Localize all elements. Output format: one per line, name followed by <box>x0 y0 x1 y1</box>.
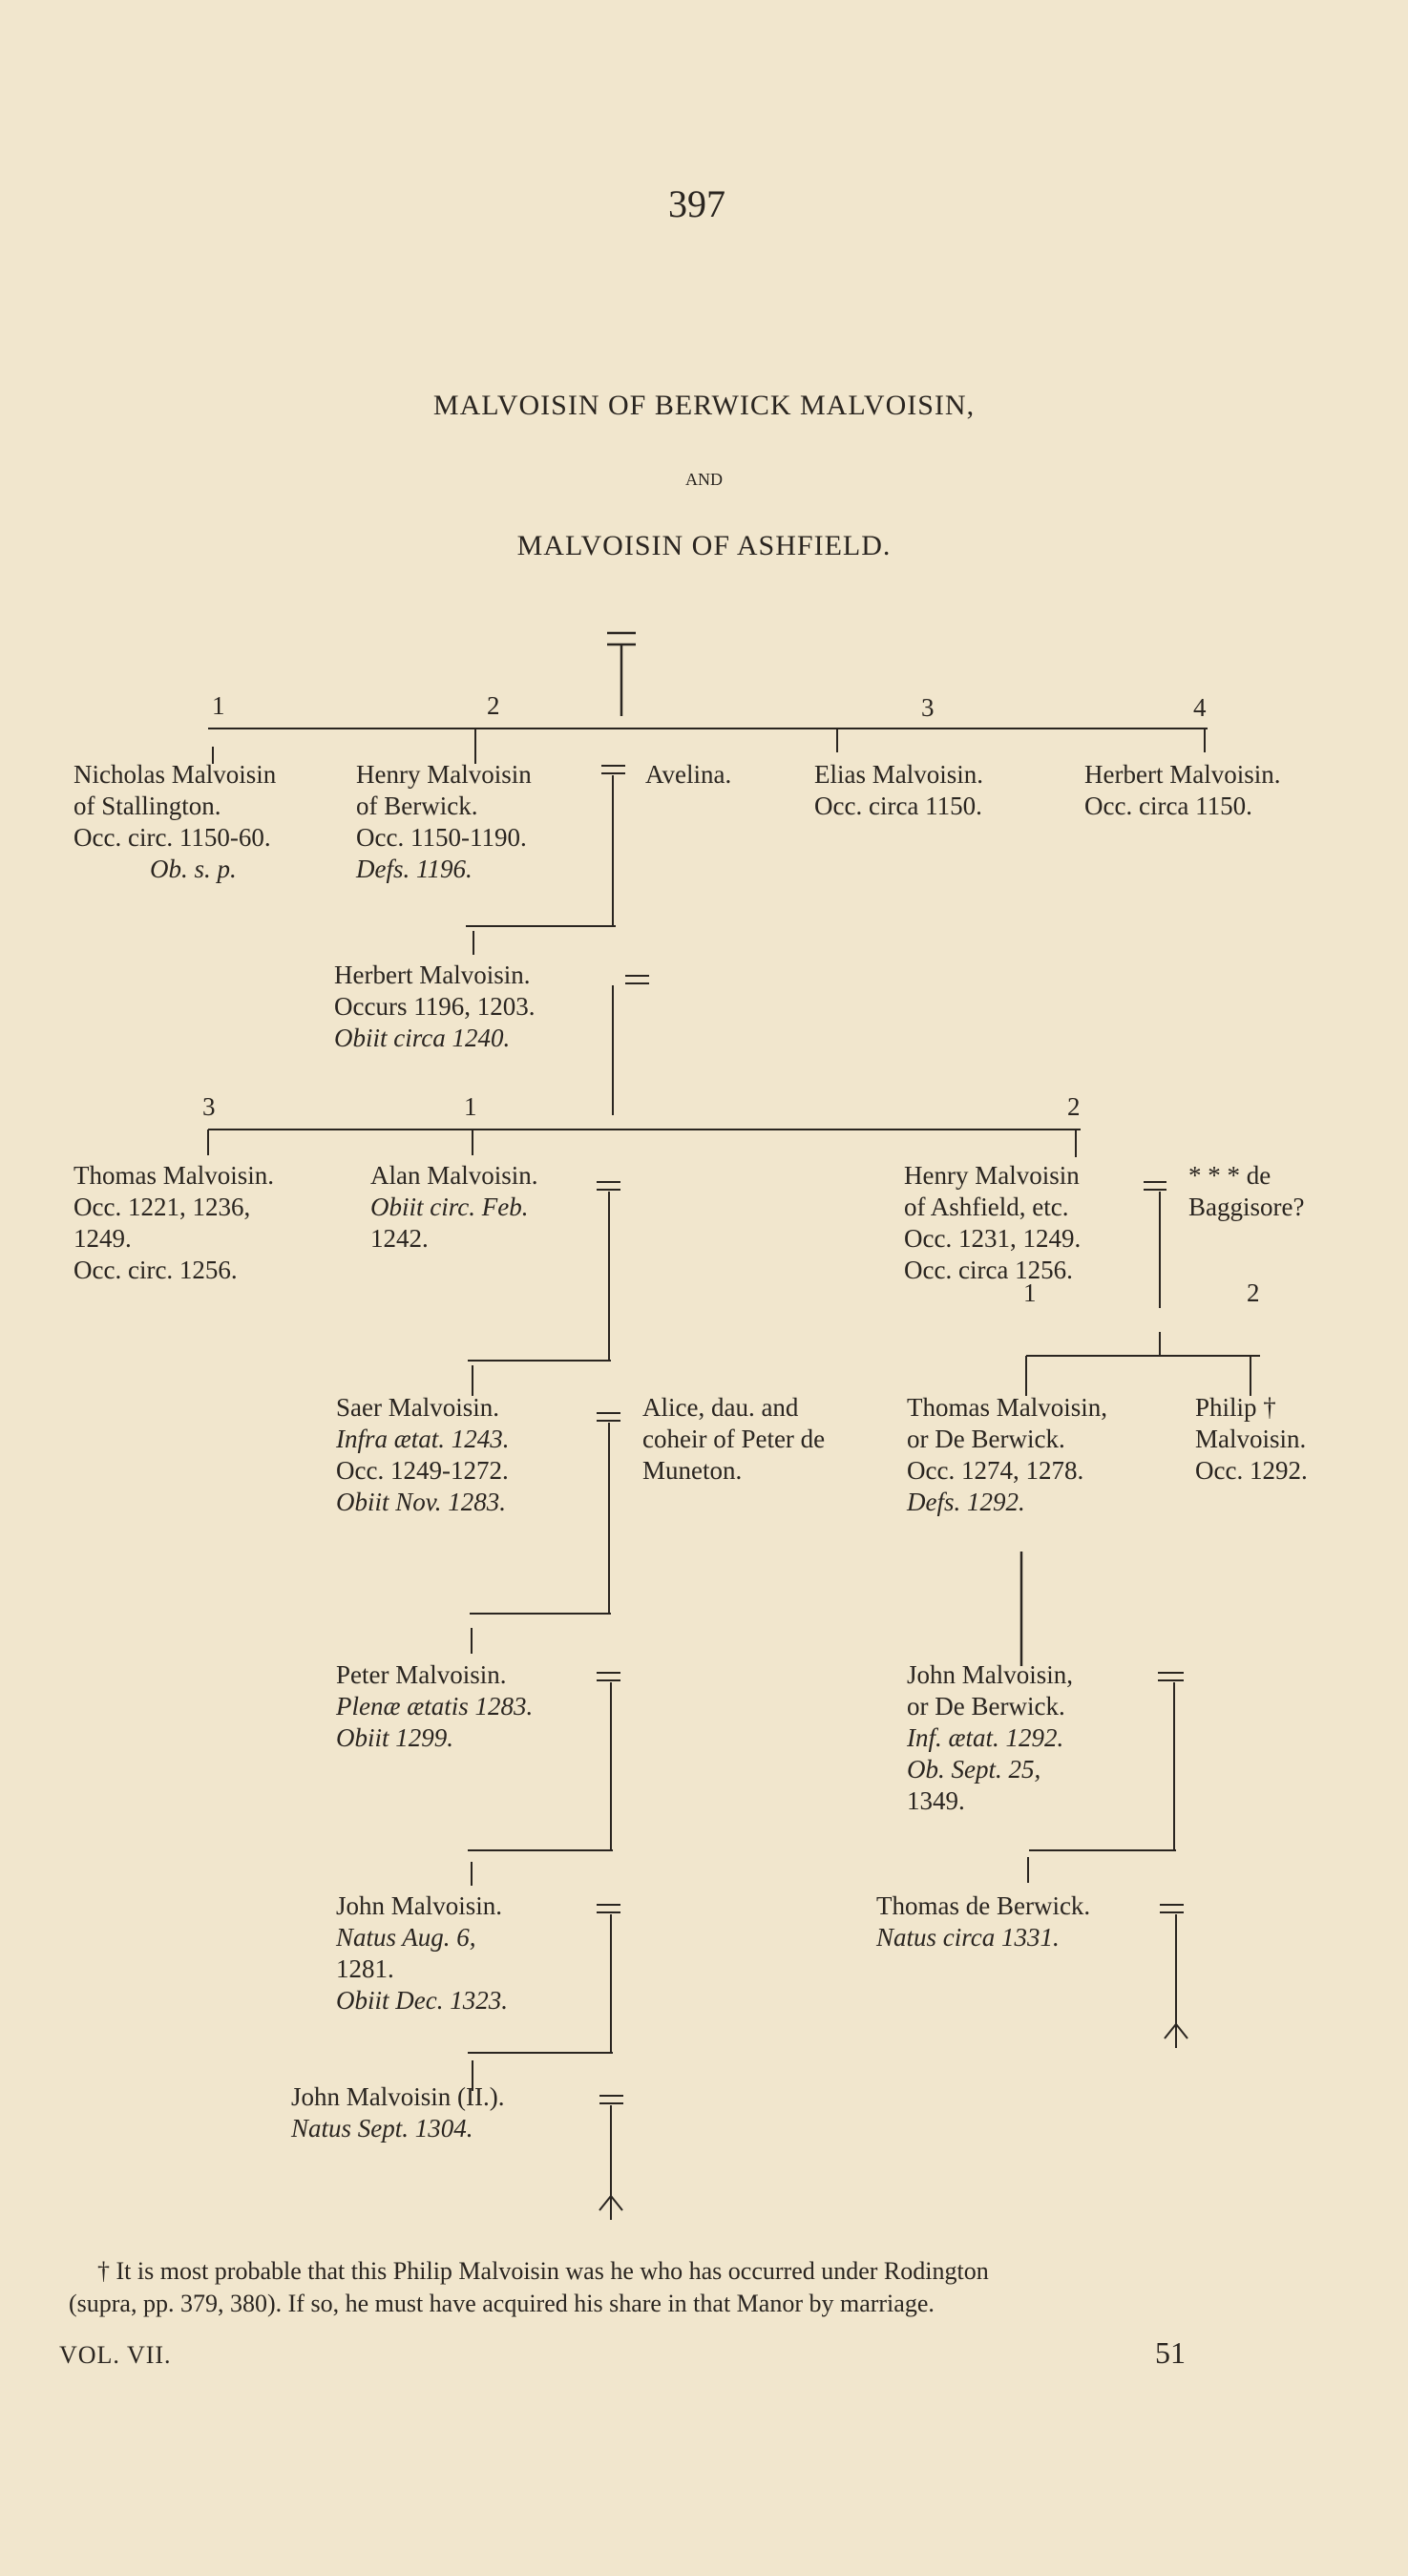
john-1281-natus: Natus Aug. 6, <box>336 1923 476 1952</box>
henry-berwick-name: Henry Malvoisin <box>356 760 532 789</box>
peter-aetatis: Plenæ ætatis 1283. <box>336 1692 534 1721</box>
john-1281-obit: Obiit Dec. 1323. <box>336 1986 508 2015</box>
gen1-number-4: 4 <box>1193 693 1207 722</box>
gen1-number-2: 2 <box>487 691 500 720</box>
alice-line2: coheir of Peter de <box>642 1425 826 1453</box>
herbert-1196-obit: Obiit circa 1240. <box>334 1024 511 1052</box>
nicholas-occ: Occ. circ. 1150-60. <box>74 823 271 852</box>
person-alan <box>370 1160 538 1255</box>
herbert-1196-occ: Occurs 1196, 1203. <box>334 992 536 1021</box>
gen1-number-1: 1 <box>212 691 225 720</box>
john-berwick-inf: Inf. ætat. 1292. <box>907 1723 1064 1752</box>
nicholas-name: Nicholas Malvoisin <box>74 760 277 789</box>
henry-ashfield-occ: Occ. 1231, 1249. <box>904 1224 1082 1253</box>
herbert-1196-name: Herbert Malvoisin. <box>334 961 531 989</box>
footnote <box>69 2255 989 2320</box>
elias-name: Elias Malvoisin. <box>814 760 983 789</box>
alan-year: 1242. <box>370 1224 429 1253</box>
gen1-number-3: 3 <box>921 693 935 722</box>
baggisore-line2: Baggisore? <box>1188 1193 1305 1221</box>
john-berwick-obit: Ob. Sept. 25, <box>907 1755 1041 1784</box>
thomas-1221-occ2: Occ. circ. 1256. <box>74 1256 238 1284</box>
philip-occ: Occ. 1292. <box>1195 1456 1308 1485</box>
title-line2: AND <box>685 470 723 489</box>
title-line3: MALVOISIN OF ASHFIELD. <box>516 530 892 561</box>
john-1281-name: John Malvoisin. <box>336 1891 503 1920</box>
john-1281-year: 1281. <box>336 1954 394 1983</box>
henry-ashfield-number-1: 1 <box>1023 1278 1037 1307</box>
person-henry-berwick <box>356 759 532 885</box>
person-john-ii <box>291 2081 504 2144</box>
john-berwick-year: 1349. <box>907 1786 965 1815</box>
henry-ashfield-occ2: Occ. circa 1256. <box>904 1256 1073 1284</box>
person-john-de-berwick <box>907 1659 1073 1817</box>
thomas-1274-alias: or De Berwick. <box>907 1425 1065 1453</box>
person-saer <box>336 1392 510 1518</box>
gen3-number-1: 1 <box>464 1092 477 1121</box>
title-line1: MALVOISIN OF BERWICK MALVOISIN, <box>432 390 976 421</box>
person-herbert-1196 <box>334 960 535 1054</box>
person-herbert-1150 <box>1084 759 1280 822</box>
person-john-1281 <box>336 1890 508 2016</box>
footnote-line1: † It is most probable that this Philip Malvoisin was he who has occurred under Rodington <box>97 2257 989 2285</box>
henry-ashfield-number-2: 2 <box>1247 1278 1260 1307</box>
nicholas-place: of Stallington. <box>74 792 221 820</box>
person-elias <box>814 759 983 822</box>
nicholas-obit: Ob. s. p. <box>150 855 237 883</box>
saer-occ: Occ. 1249-1272. <box>336 1456 509 1485</box>
person-baggisore <box>1188 1160 1304 1223</box>
thomas-1331-natus: Natus circa 1331. <box>876 1923 1060 1952</box>
person-avelina: Avelina. <box>645 760 732 789</box>
person-thomas-de-berwick-1331 <box>876 1890 1090 1953</box>
signature-mark: 51 <box>1155 2335 1186 2370</box>
saer-infra: Infra ætat. 1243. <box>336 1425 510 1453</box>
person-nicholas <box>74 759 276 885</box>
person-philip <box>1195 1392 1308 1487</box>
henry-ashfield-place: of Ashfield, etc. <box>904 1193 1069 1221</box>
person-peter <box>336 1659 533 1754</box>
baggisore-line1: * * * de <box>1188 1161 1271 1190</box>
person-thomas-de-berwick-1274 <box>907 1392 1107 1518</box>
john-berwick-name: John Malvoisin, <box>907 1660 1074 1689</box>
gen3-number-3: 3 <box>202 1092 216 1121</box>
thomas-1274-name: Thomas Malvoisin, <box>907 1393 1107 1422</box>
elias-occ: Occ. circa 1150. <box>814 792 982 820</box>
thomas-1221-occ: Occ. 1221, 1236, <box>74 1193 251 1221</box>
philip-surname: Malvoisin. <box>1195 1425 1307 1453</box>
henry-ashfield-name: Henry Malvoisin <box>904 1161 1080 1190</box>
john-ii-name: John Malvoisin (II.). <box>291 2082 505 2111</box>
alan-obit: Obiit circ. Feb. <box>370 1193 529 1221</box>
alice-line3: Muneton. <box>642 1456 743 1485</box>
thomas-1331-name: Thomas de Berwick. <box>876 1891 1091 1920</box>
footnote-line2: (supra, pp. 379, 380). If so, he must have acquired his share in that Manor by marriage. <box>69 2290 935 2317</box>
john-berwick-alias: or De Berwick. <box>907 1692 1065 1721</box>
person-henry-ashfield <box>904 1160 1081 1286</box>
person-thomas-1221 <box>74 1160 274 1286</box>
herbert-1150-occ: Occ. circa 1150. <box>1084 792 1252 820</box>
saer-obit: Obiit Nov. 1283. <box>336 1488 506 1516</box>
john-ii-natus: Natus Sept. 1304. <box>291 2114 473 2143</box>
volume-label: VOL. VII. <box>59 2341 172 2369</box>
henry-berwick-defs: Defs. 1196. <box>356 855 473 883</box>
henry-berwick-place: of Berwick. <box>356 792 478 820</box>
saer-name: Saer Malvoisin. <box>336 1393 499 1422</box>
thomas-1221-name: Thomas Malvoisin. <box>74 1161 274 1190</box>
alice-line1: Alice, dau. and <box>642 1393 799 1422</box>
peter-name: Peter Malvoisin. <box>336 1660 507 1689</box>
person-alice <box>642 1392 825 1487</box>
philip-name: Philip † <box>1195 1393 1276 1422</box>
thomas-1274-defs: Defs. 1292. <box>907 1488 1025 1516</box>
henry-berwick-occ: Occ. 1150-1190. <box>356 823 527 852</box>
peter-obit: Obiit 1299. <box>336 1723 454 1752</box>
alan-name: Alan Malvoisin. <box>370 1161 538 1190</box>
herbert-1150-name: Herbert Malvoisin. <box>1084 760 1281 789</box>
page-number: 397 <box>668 182 725 225</box>
thomas-1274-occ: Occ. 1274, 1278. <box>907 1456 1084 1485</box>
gen3-number-2: 2 <box>1067 1092 1081 1121</box>
thomas-1221-year: 1249. <box>74 1224 132 1253</box>
